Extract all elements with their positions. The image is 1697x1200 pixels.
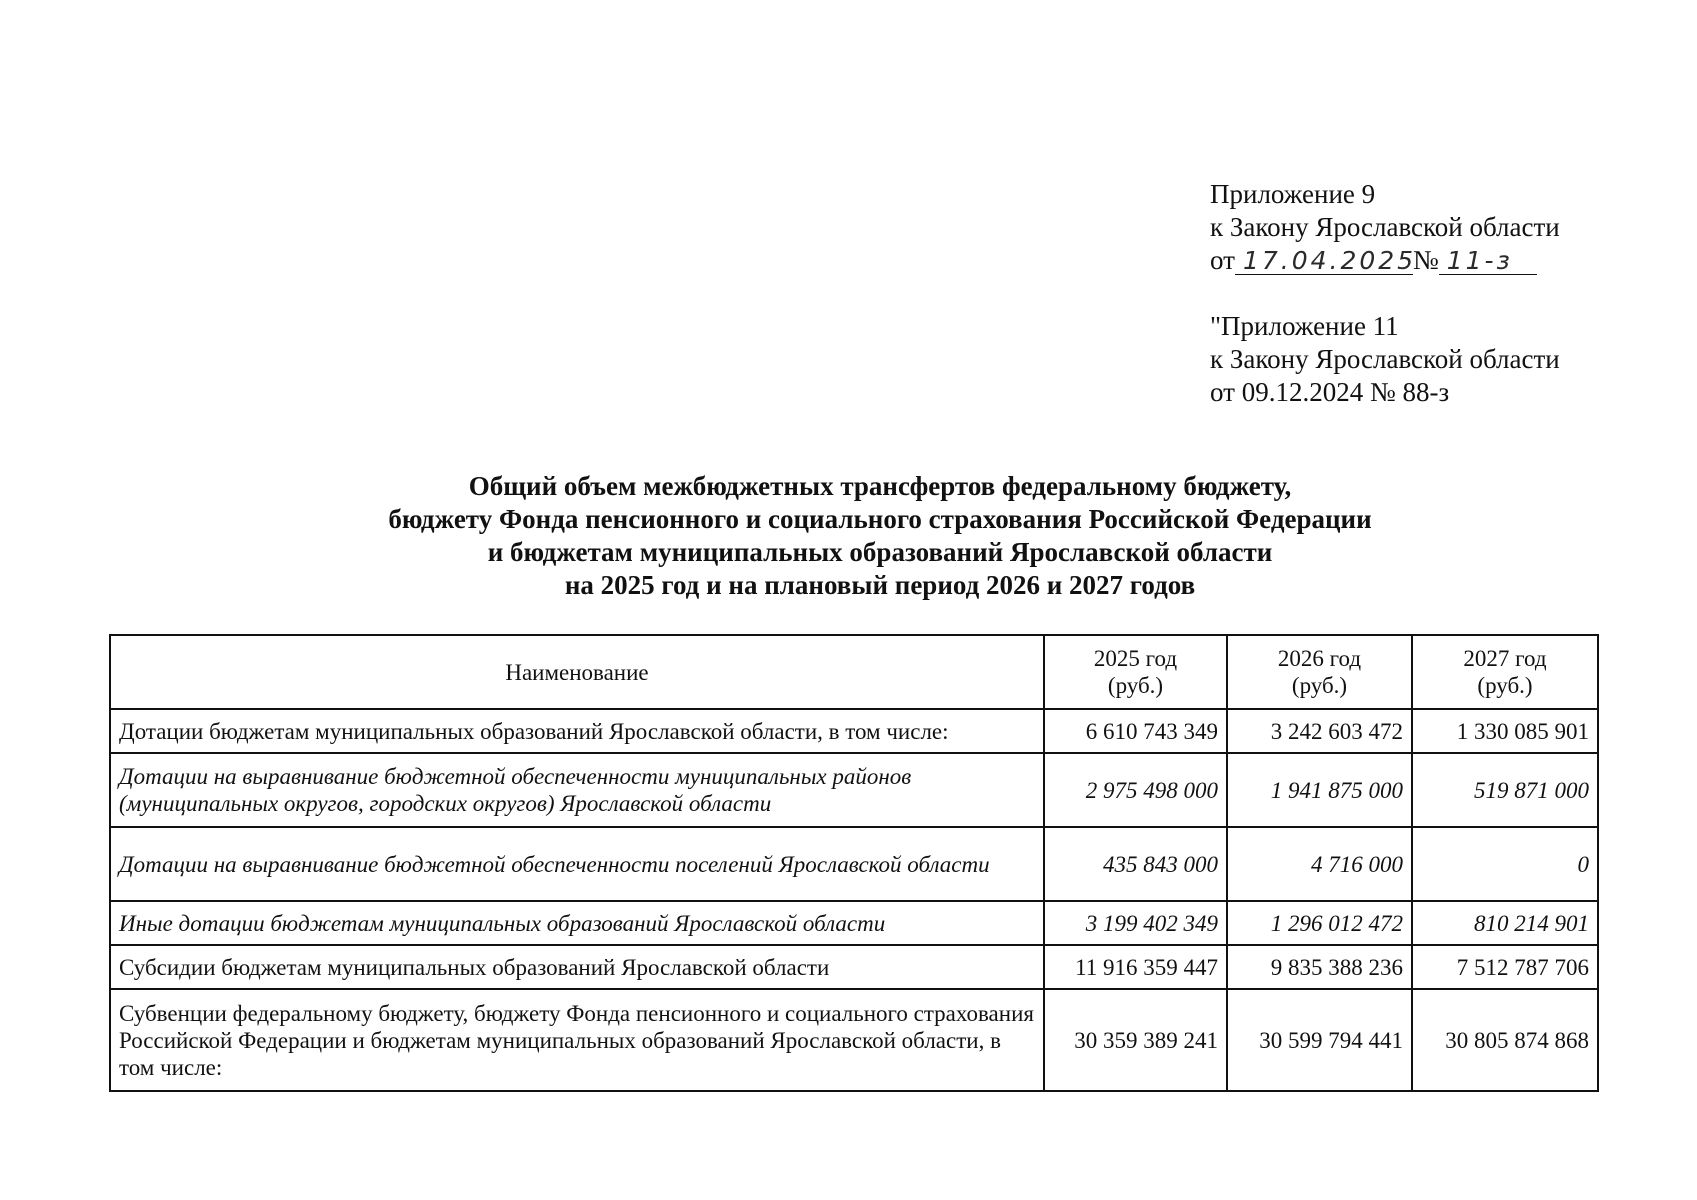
header-unit: (руб.) <box>1107 673 1164 698</box>
handwritten-number: 11-з <box>1439 248 1537 275</box>
table-row <box>110 901 1598 945</box>
appendix-date-line <box>1210 244 1560 277</box>
appendix-line: от 09.12.2024 № 88-з <box>1210 377 1450 407</box>
table-row <box>110 709 1598 753</box>
table-row <box>110 945 1598 989</box>
appendix-line: "Приложение 11 <box>1210 311 1399 341</box>
appendix-line: к Закону Ярославской области <box>1210 344 1560 374</box>
row-name: Субсидии бюджетам муниципальных образований Ярославской области <box>110 945 1044 989</box>
value-2025: 30 359 389 241 <box>1044 989 1227 1091</box>
value-2026: 4 716 000 <box>1227 827 1412 901</box>
value-2026: 3 242 603 472 <box>1227 709 1412 753</box>
table-header-row <box>110 635 1598 709</box>
appendix-header-old <box>1210 310 1560 409</box>
date-prefix: от <box>1210 245 1235 275</box>
value-2025: 3 199 402 349 <box>1044 901 1227 945</box>
title-line: на 2025 год и на плановый период 2026 и 2027 годов <box>564 570 1196 600</box>
column-header-name: Наименование <box>110 635 1044 709</box>
value-2027: 30 805 874 868 <box>1412 989 1598 1091</box>
column-header-2025 <box>1044 635 1227 709</box>
title-line: и бюджетам муниципальных образований Ярославской области <box>487 537 1273 567</box>
value-2026: 1 296 012 472 <box>1227 901 1412 945</box>
row-name: Дотации на выравнивание бюджетной обеспеченности поселений Ярославской области <box>110 827 1044 901</box>
value-2027: 0 <box>1412 827 1598 901</box>
row-name: Дотации на выравнивание бюджетной обеспеченности муниципальных районов (муниципальных округов, городских округов) Ярославской области <box>110 753 1044 827</box>
row-name: Иные дотации бюджетам муниципальных образований Ярославской области <box>110 901 1044 945</box>
value-2026: 30 599 794 441 <box>1227 989 1412 1091</box>
header-unit: (руб.) <box>1477 673 1533 698</box>
appendix-line: Приложение 9 <box>1210 179 1376 209</box>
row-name: Дотации бюджетам муниципальных образований Ярославской области, в том числе: <box>110 709 1044 753</box>
value-2027: 1 330 085 901 <box>1412 709 1598 753</box>
header-year: 2025 год <box>1093 646 1178 671</box>
handwritten-date: 17.04.2025 <box>1235 248 1413 275</box>
transfers-table <box>109 634 1599 1092</box>
title-line: Общий объем межбюджетных трансфертов федеральному бюджету, <box>468 471 1292 501</box>
value-2027: 519 871 000 <box>1412 753 1598 827</box>
value-2027: 7 512 787 706 <box>1412 945 1598 989</box>
appendix-header-new <box>1210 178 1560 277</box>
value-2026: 9 835 388 236 <box>1227 945 1412 989</box>
value-2025: 6 610 743 349 <box>1044 709 1227 753</box>
title-line: бюджету Фонда пенсионного и социального страхования Российской Федерации <box>388 504 1372 534</box>
value-2026: 1 941 875 000 <box>1227 753 1412 827</box>
column-header-2026 <box>1227 635 1412 709</box>
number-prefix: № <box>1412 245 1439 275</box>
row-name: Субвенции федеральному бюджету, бюджету Фонда пенсионного и социального страхования Российской Федерации и бюджетам муниципальных образований Ярославской области, в том числе: <box>110 989 1044 1091</box>
value-2025: 11 916 359 447 <box>1044 945 1227 989</box>
table-row <box>110 827 1598 901</box>
appendix-line: к Закону Ярославской области <box>1210 212 1560 242</box>
document-title <box>100 470 1660 602</box>
column-header-2027 <box>1412 635 1598 709</box>
value-2025: 2 975 498 000 <box>1044 753 1227 827</box>
value-2027: 810 214 901 <box>1412 901 1598 945</box>
value-2025: 435 843 000 <box>1044 827 1227 901</box>
table-row <box>110 753 1598 827</box>
header-unit: (руб.) <box>1291 673 1348 698</box>
table-row <box>110 989 1598 1091</box>
header-year: 2027 год <box>1463 646 1547 671</box>
header-year: 2026 год <box>1277 646 1362 671</box>
